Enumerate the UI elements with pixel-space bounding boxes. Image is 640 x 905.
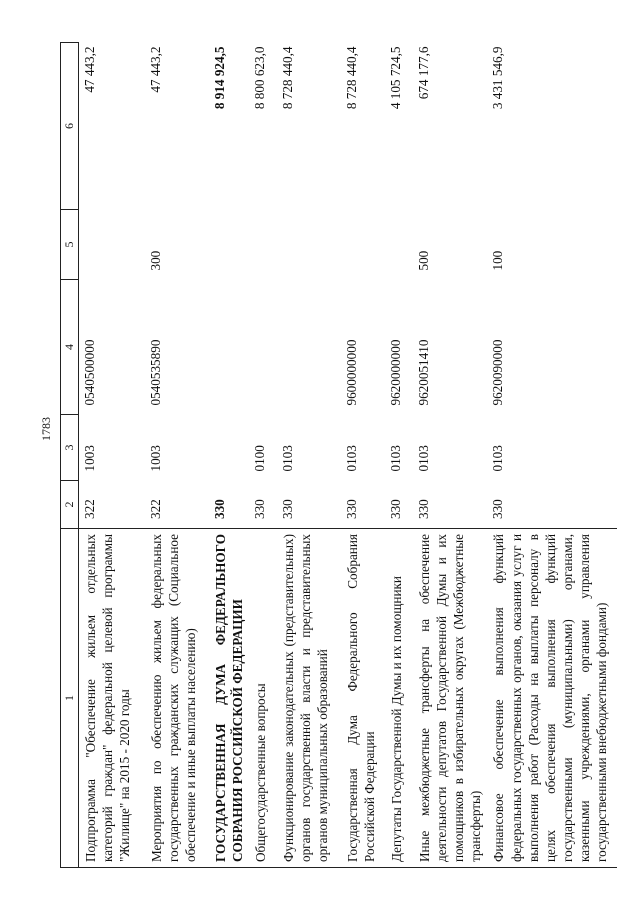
header-col-2: 2 xyxy=(61,481,79,529)
row-ministry: 330 xyxy=(415,499,431,519)
row-name: Финансовое обеспечение выполнения функций федеральных государственных органов, оказания услуг и выполнения работ (Расходы на выплаты персоналу в целях обеспечения выполнения функций государственными (муниципальными) органами, казенными учреждениями, органами управления государственными внебюджетными фондами) xyxy=(487,529,616,868)
row-name: Депутаты Государственной Думы и их помощники xyxy=(385,529,413,868)
row-expense-type: 300 xyxy=(147,250,163,271)
row-section: 1003 xyxy=(82,445,97,472)
row-expense-type xyxy=(385,210,413,280)
row-target-code: 9620000000 xyxy=(387,339,403,406)
row-target-code xyxy=(277,280,341,415)
row-section xyxy=(209,415,249,481)
row-ministry: 330 xyxy=(490,499,506,519)
row-amount: 4 105 724,5 xyxy=(387,46,403,110)
row-target-code: 0540535890 xyxy=(147,339,163,406)
row-section: 1003 xyxy=(147,445,163,472)
header-col-6: 6 xyxy=(61,43,79,210)
row-amount: 47 443,2 xyxy=(147,46,163,93)
row-ministry: 330 xyxy=(279,499,295,519)
row-target-code xyxy=(209,280,249,415)
row-target-code: 0540500000 xyxy=(82,339,97,406)
row-amount: 674 177,6 xyxy=(415,46,431,100)
header-col-1: 1 xyxy=(61,529,79,868)
rotated-page xyxy=(60,43,630,868)
row-expense-type xyxy=(79,210,145,280)
page-number: 1783 xyxy=(39,417,53,441)
row-amount: 47 443,2 xyxy=(82,46,97,93)
row-section: 0103 xyxy=(387,445,403,472)
header-col-5: 5 xyxy=(61,210,79,280)
row-name: Государственная Дума Федерального Собрания Российской Федерации xyxy=(341,529,385,868)
row-expense-type xyxy=(341,210,385,280)
row-amount: 8 914 924,5 xyxy=(211,46,227,110)
table-row xyxy=(385,43,413,868)
row-name: Общегосударственные вопросы xyxy=(249,529,277,868)
row-amount: 8 728 440,4 xyxy=(279,46,295,110)
row-ministry: 322 xyxy=(147,499,163,519)
row-target-code: 9620090000 xyxy=(490,339,506,406)
row-target-code: 9600000000 xyxy=(343,339,359,406)
table-row xyxy=(145,43,209,868)
row-name: Мероприятия по обеспечению жильем федеральных государственных гражданских служащих (Социальное обеспечение и иные выплаты населению) xyxy=(145,529,209,868)
table-row xyxy=(413,43,488,868)
row-expense-type xyxy=(277,210,341,280)
row-ministry: 330 xyxy=(211,499,227,519)
row-amount: 8 728 440,4 xyxy=(343,46,359,110)
row-section: 0103 xyxy=(415,445,431,472)
row-expense-type: 100 xyxy=(490,250,506,271)
header-col-3: 3 xyxy=(61,415,79,481)
row-ministry: 330 xyxy=(251,499,267,519)
table-body xyxy=(79,43,617,868)
row-name: ГОСУДАРСТВЕННАЯ ДУМА ФЕДЕРАЛЬНОГО СОБРАНИЯ РОССИЙСКОЙ ФЕДЕРАЦИИ xyxy=(209,529,249,868)
table-header xyxy=(61,43,79,868)
table-row xyxy=(209,43,249,868)
row-section: 0103 xyxy=(490,445,506,472)
row-section: 0103 xyxy=(343,445,359,472)
header-row xyxy=(61,43,79,868)
row-expense-type xyxy=(209,210,249,280)
row-amount: 8 800 623,0 xyxy=(251,46,267,110)
row-target-code: 9620051410 xyxy=(415,339,431,406)
header-col-4: 4 xyxy=(61,280,79,415)
row-amount: 3 431 546,9 xyxy=(490,46,506,110)
table-row xyxy=(487,43,616,868)
row-section: 0103 xyxy=(279,445,295,472)
table-row xyxy=(249,43,277,868)
row-expense-type: 500 xyxy=(415,250,431,271)
row-expense-type xyxy=(249,210,277,280)
row-ministry: 322 xyxy=(82,499,97,519)
row-name: Подпрограмма "Обеспечение жильем отдельных категорий граждан" федеральной целевой программы "Жилище" на 2015 - 2020 годы xyxy=(79,529,145,868)
row-name: Иные межбюджетные трансферты на обеспечение деятельности депутатов Государственной Думы и их помощников в избирательных округах (Межбюджетные трансферты) xyxy=(413,529,488,868)
budget-table xyxy=(60,42,617,868)
row-ministry: 330 xyxy=(387,499,403,519)
row-ministry: 330 xyxy=(343,499,359,519)
table-row xyxy=(277,43,341,868)
row-section: 0100 xyxy=(251,445,267,472)
table-row xyxy=(79,43,145,868)
row-name: Функционирование законодательных (представительных) органов государственной власти и представительных органов муниципальных образований xyxy=(277,529,341,868)
table-row xyxy=(341,43,385,868)
row-target-code xyxy=(249,280,277,415)
